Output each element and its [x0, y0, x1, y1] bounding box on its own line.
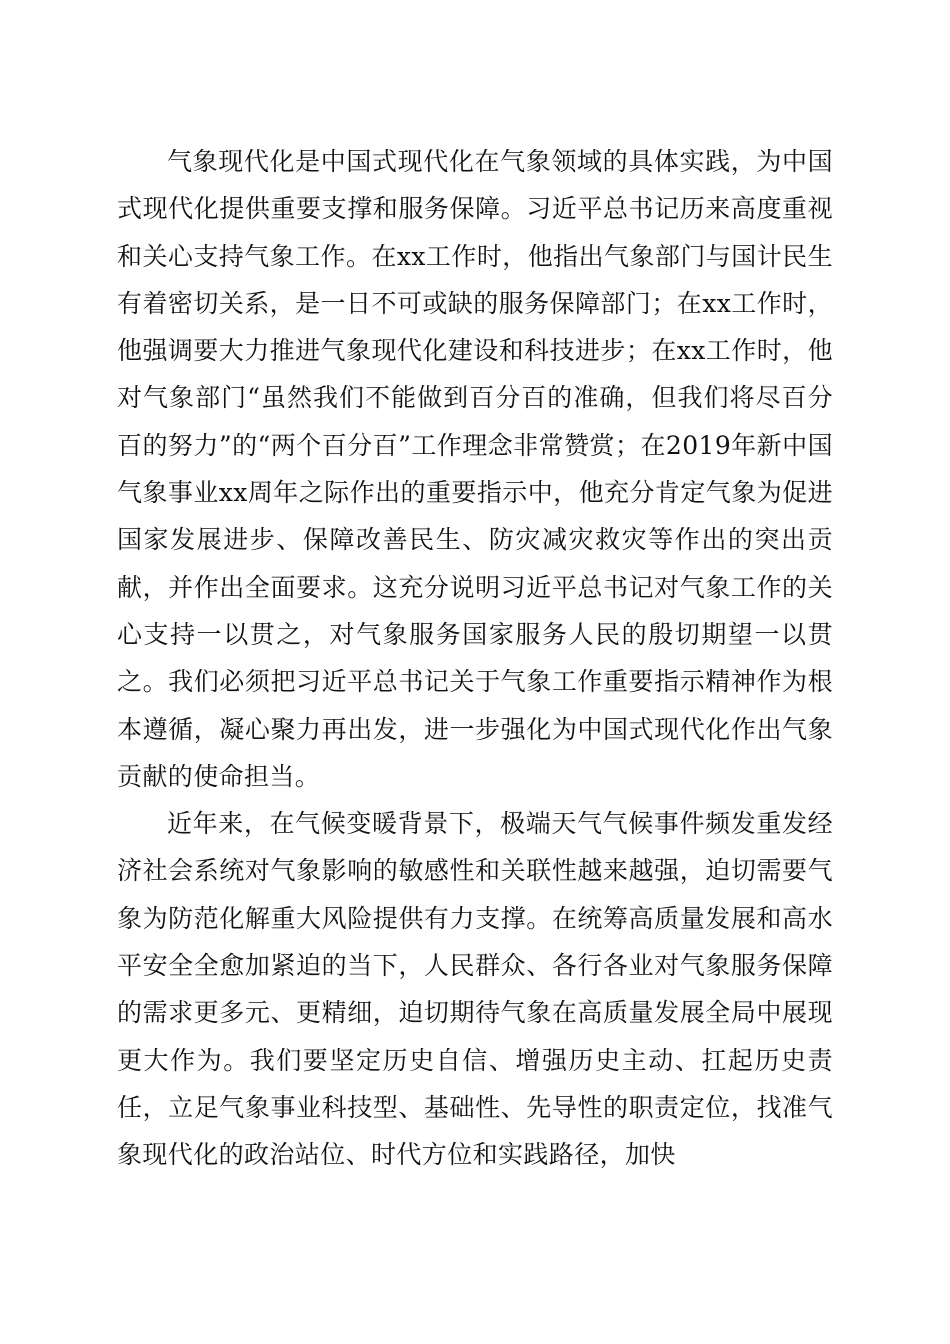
paragraph-recent-years: 近年来，在气候变暖背景下，极端天气气候事件频发重发经济社会系统对气象影响的敏感性和关联性越来越强，迫切需要气象为防范化解重大风险提供有力支撑。在统筹高质量发展和高水平安全全愈加紧迫的当下，人民群众、各行各业对气象服务保障的需求更多元、更精细，迫切期待气象在高质量发展全局中展现更大作为。我们要坚定历史自信、增强历史主动、扛起历史责任，立足气象事业科技型、基础性、先导性的职责定位，找准气象现代化的政治站位、时代方位和实践路径，加快 — [117, 809, 833, 1170]
document-body — [117, 138, 833, 1179]
paragraph-meteorological-modernization: 气象现代化是中国式现代化在气象领域的具体实践，为中国式现代化提供重要支撑和服务保障。习近平总书记历来高度重视和关心支持气象工作。在xx工作时，他指出气象部门与国计民生有着密切关系，是一日不可或缺的服务保障部门；在xx工作时，他强调要大力推进气象现代化建设和科技进步；在xx工作时，他对气象部门“虽然我们不能做到百分百的准确，但我们将尽百分百的努力”的“两个百分百”工作理念非常赞赏；在2019年新中国气象事业xx周年之际作出的重要指示中，他充分肯定气象为促进国家发展进步、保障改善民生、防灾减灾救灾等作出的突出贡献，并作出全面要求。这充分说明习近平总书记对气象工作的关心支持一以贯之，对气象服务国家服务人民的殷切期望一以贯之。我们必须把习近平总书记关于气象工作重要指示精神作为根本遵循，凝心聚力再出发，进一步强化为中国式现代化作出气象贡献的使命担当。 — [117, 147, 833, 791]
